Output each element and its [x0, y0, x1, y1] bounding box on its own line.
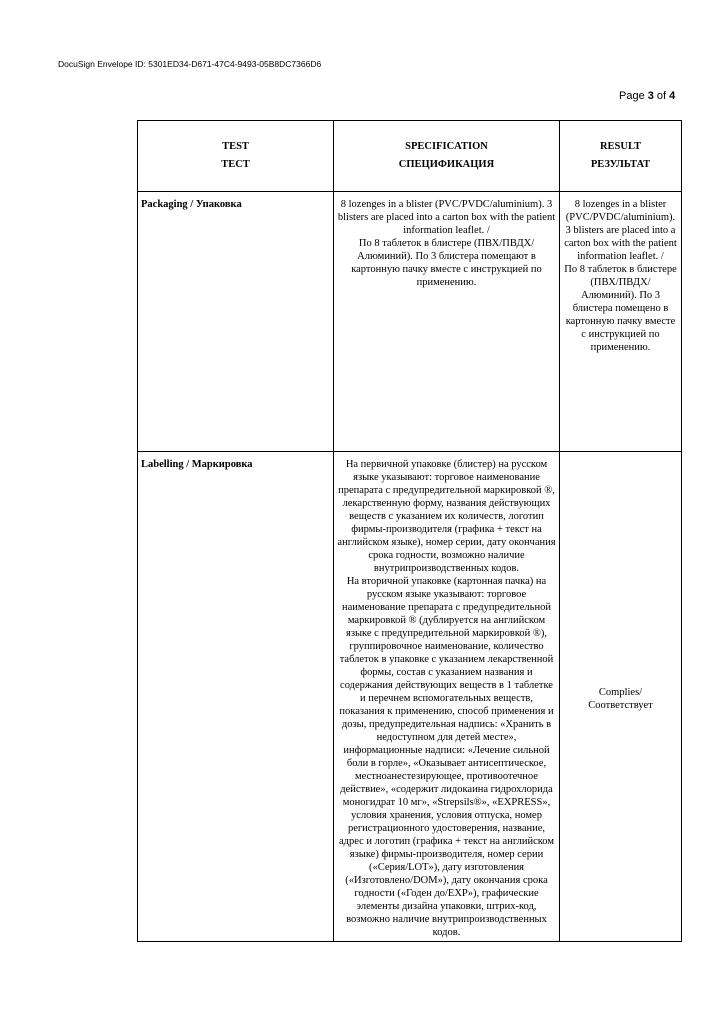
labelling-result-ru: Соответствует — [588, 699, 653, 711]
packaging-result-en: 8 lozenges in a blister (PVC/PVDC/aluminium). 3 blisters are placed into a carton box with the patient information leaflet. / — [564, 199, 677, 262]
table-header-row — [138, 121, 682, 192]
header-result — [560, 121, 682, 192]
packaging-spec — [334, 192, 560, 452]
header-specification — [334, 121, 560, 192]
header-test — [138, 121, 334, 192]
page-current: 3 — [647, 90, 654, 102]
envelope-id: DocuSign Envelope ID: 5301ED34-D671-47C4-9493-05B8DC7366D6 — [58, 59, 322, 69]
labelling-spec — [334, 452, 560, 942]
labelling-result-en: Complies/ — [598, 686, 643, 698]
page-total: 4 — [669, 90, 676, 102]
labelling-test: Labelling / Маркировка — [138, 452, 334, 942]
labelling-spec-primary: На первичной упаковке (блистер) на русском языке указывают: торговое наименование препарата с предупредительной маркировкой ®, лекарственную форму, названия действующих веществ с указанием их количеств, логотип фирмы-производителя (графика + текст на английском языке), номер серии, дату окончания срока годности, возможно наличие внутрипроизводственных кодов. — [337, 459, 556, 574]
header-result-ru: РЕЗУЛЬТАТ — [590, 159, 651, 170]
packaging-spec-en: 8 lozenges in a blister (PVC/PVDC/aluminium). 3 blisters are placed into a carton box with the patient information leaflet. / — [337, 199, 556, 236]
header-result-en: RESULT — [599, 141, 642, 152]
page-prefix: Page — [619, 90, 648, 102]
packaging-test: Packaging / Упаковка — [138, 192, 334, 452]
page-number — [619, 90, 675, 102]
labelling-result — [560, 452, 682, 942]
packaging-result-ru: По 8 таблеток в блистере (ПВХ/ПВДХ/Алюминий). По 3 блистера помещено в картонную пачку вместе с инструкцией по применению. — [564, 264, 677, 353]
labelling-spec-secondary: На вторичной упаковке (картонная пачка) на русском языке указывают: торговое наименование препарата с предупредительной маркировкой ® (дублируется на английском языке с предупредительной маркировкой ®), группировочное наименование, количество таблеток в упаковке с указанием лекарственной формы, состав с указанием названия и содержания действующих веществ в 1 таблетке и перечнем вспомогательных веществ, показания к применению, способ применения и дозы, предупредительная надпись: «Хранить в недоступном для детей месте», информационные надписи: «Лечение сильной боли в горле», «Оказывает антисептическое, местноанестезирующее, противоотечное действие», «содержит лидокаина гидрохлорида моногидрат 10 мг», «Strepsils®», «EXPRESS», условия хранения, условия отпуска, номер регистрационного удостоверения, название, адрес и логотип (графика + текст на английском языке) фирмы-производителя, номер серии («Серия/LOT»), дату изготовления («Изготовлено/DOM»), дату окончания срока годности («Годен до/EXP»), графические элементы дизайна упаковки, штрих-код, возможно наличие внутрипроизводственных кодов. — [338, 576, 555, 938]
header-test-en: TEST — [222, 141, 249, 152]
header-spec-ru: СПЕЦИФИКАЦИЯ — [398, 159, 495, 170]
packaging-spec-ru: По 8 таблеток в блистере (ПВХ/ПВДХ/Алюминий). По 3 блистера помещают в картонную пачку вместе с инструкцией по применению. — [351, 238, 542, 288]
specification-table — [137, 120, 682, 942]
packaging-result — [560, 192, 682, 452]
table-row-packaging — [138, 192, 682, 452]
page-of: of — [653, 90, 670, 102]
header-test-ru: ТЕСТ — [221, 159, 250, 170]
table-row-labelling — [138, 452, 682, 942]
header-spec-en: SPECIFICATION — [405, 141, 488, 152]
